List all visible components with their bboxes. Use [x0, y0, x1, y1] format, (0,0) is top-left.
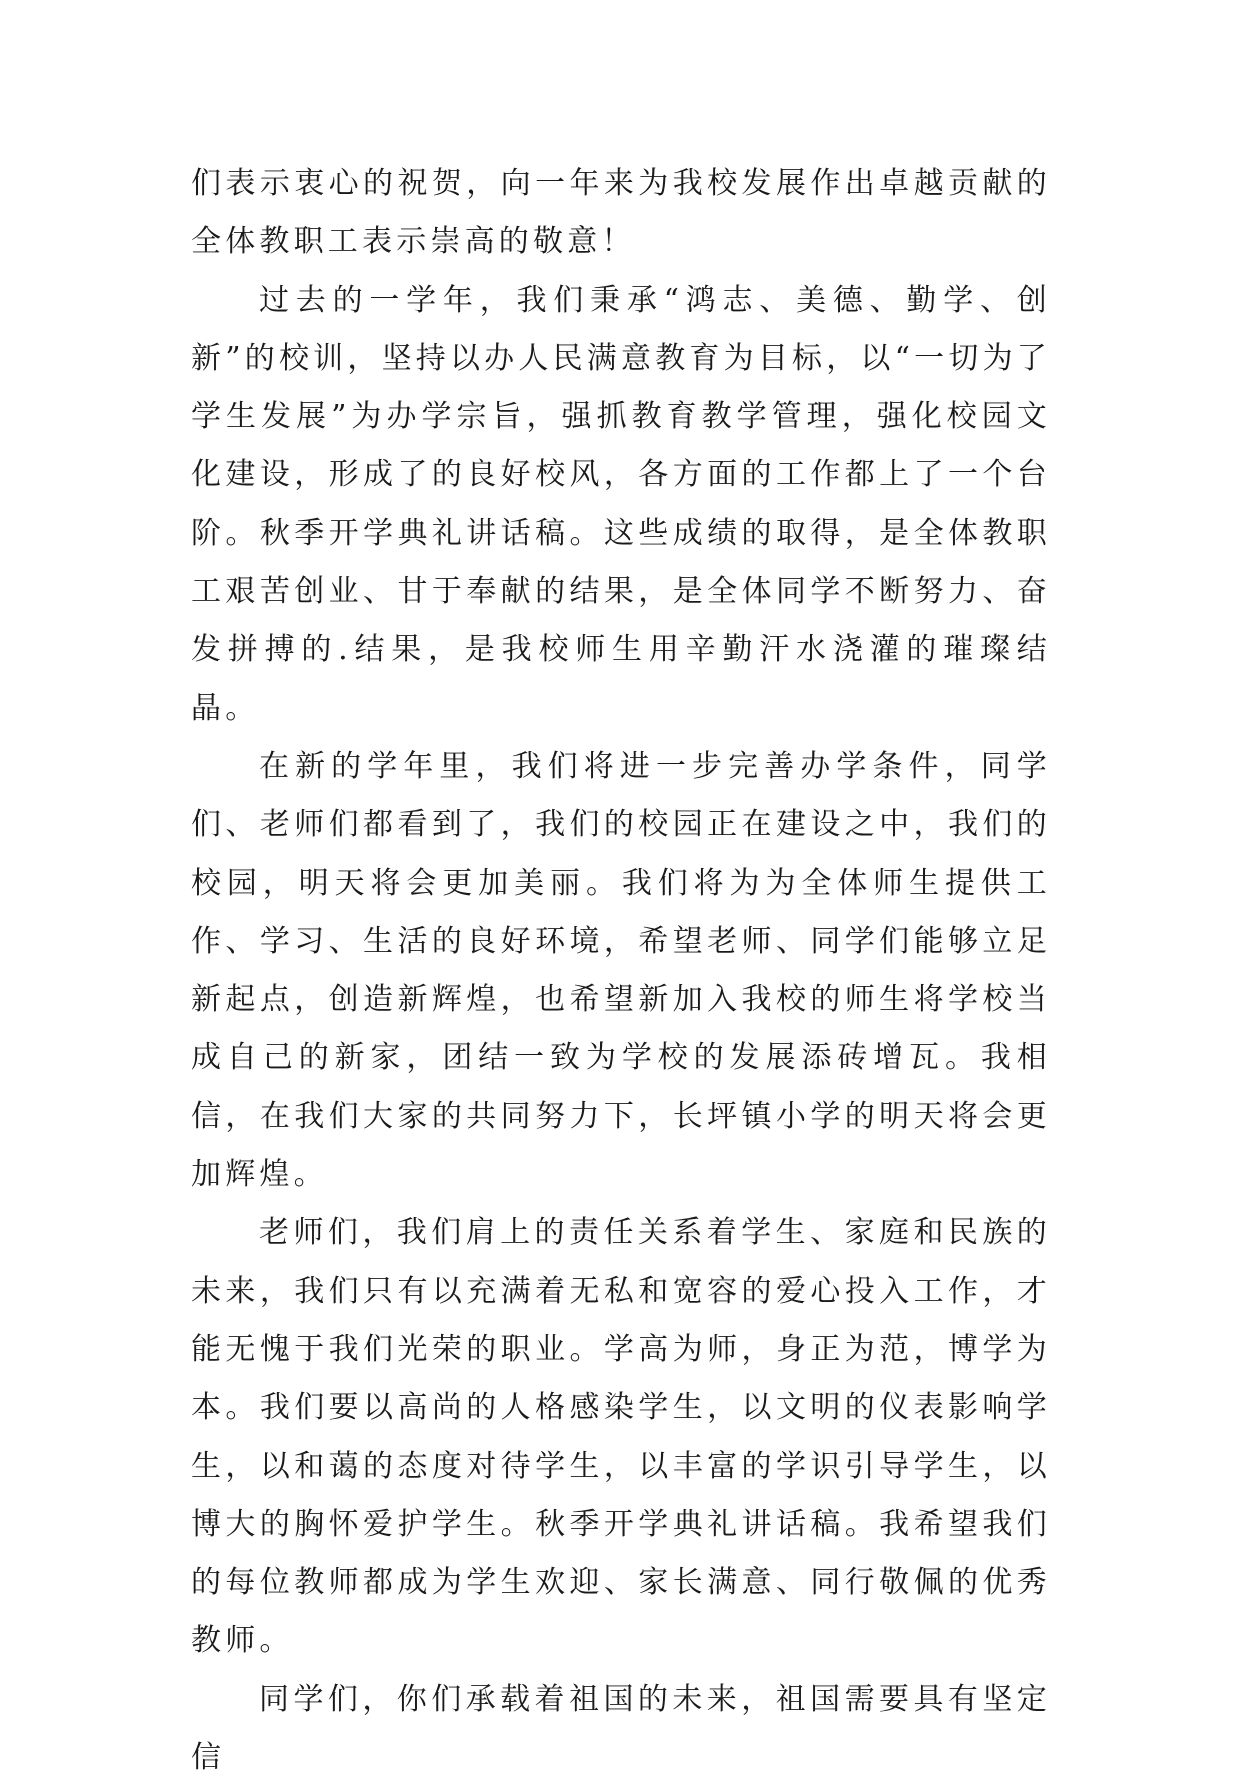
paragraph-1: 们表示衷心的祝贺，向一年来为我校发展作出卓越贡献的全体教职工表示崇高的敬意！: [191, 166, 1051, 260]
paragraph-4: 老师们，我们肩上的责任关系着学生、家庭和民族的未来，我们只有以充满着无私和宽容的爱心投入工作，才能无愧于我们光荣的职业。学高为师，身正为范，博学为本。我们要以高尚的人格感染学生，以文明的仪表影响学生，以和蔼的态度对待学生，以丰富的学识引导学生，以博大的胸怀爱护学生。秋季开学典礼讲话稿。我希望我们的每位教师都成为学生欢迎、家长满意、同行敬佩的优秀教师。: [191, 1215, 1051, 1659]
paragraph-2: 过去的一学年，我们秉承“鸿志、美德、勤学、创新”的校训，坚持以办人民满意教育为目标，以“一切为了学生发展”为办学宗旨，强抓教育教学管理，强化校园文化建设，形成了的良好校风，各方面的工作都上了一个台阶。秋季开学典礼讲话稿。这些成绩的取得，是全体教职工艰苦创业、甘于奉献的结果，是全体同学不断努力、奋发拼搏的.结果，是我校师生用辛勤汗水浇灌的璀璨结晶。: [191, 282, 1051, 726]
paragraph-5: 同学们，你们承载着祖国的未来，祖国需要具有坚定信: [191, 1681, 1051, 1776]
paragraph-3: 在新的学年里，我们将进一步完善办学条件，同学们、老师们都看到了，我们的校园正在建设之中，我们的校园，明天将会更加美丽。我们将为为全体师生提供工作、学习、生活的良好环境，希望老师、同学们能够立足新起点，创造新辉煌，也希望新加入我校的师生将学校当成自己的新家，团结一致为学校的发展添砖增瓦。我相信，在我们大家的共同努力下，长坪镇小学的明天将会更加辉煌。: [191, 748, 1051, 1193]
document-body: [191, 155, 1051, 1787]
